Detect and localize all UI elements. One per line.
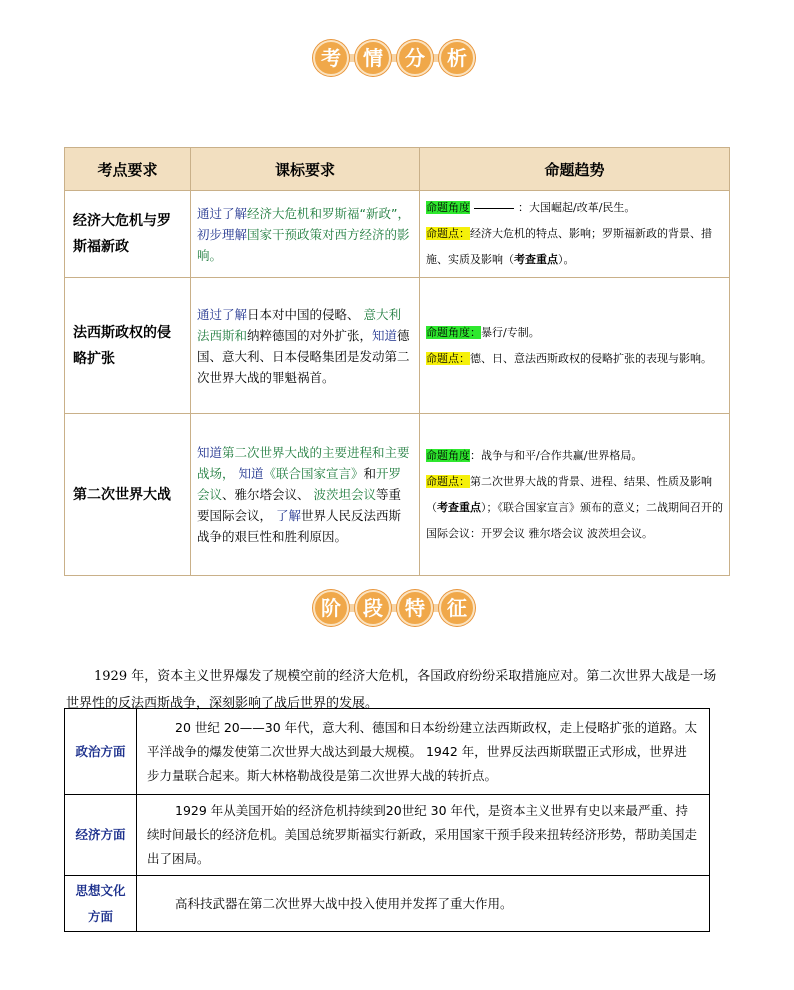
dash-line [474, 208, 514, 209]
point-label: 命题点： [426, 474, 470, 488]
point-emphasis: 考查重点 [514, 253, 558, 266]
curriculum-segment: 国家干预政策对西方经济的影响。 [197, 226, 410, 263]
table-row [65, 876, 710, 932]
curriculum-segment: 开罗会议 [197, 466, 402, 502]
point-emphasis: 考查重点 [437, 500, 481, 514]
curriculum-segment: 通过了解 [197, 306, 248, 322]
header-exam-points: 考点要求 [65, 148, 191, 191]
header-curriculum: 课标要求 [191, 148, 420, 191]
section-banner-features [0, 588, 794, 628]
curriculum-segment: 初步理解 [197, 226, 248, 242]
banner-char: 分 [397, 40, 433, 76]
banner-char: 征 [439, 590, 475, 626]
angle-text: ：大国崛起/改革/民生。 [518, 201, 636, 214]
curriculum-segment: 意大利法西斯和 [197, 306, 402, 343]
curriculum-segment: 知道 [197, 445, 223, 460]
curriculum-segment: 、雅尔塔会议、 [222, 487, 314, 502]
table-header-row [65, 148, 730, 191]
point-text: 德、日、意法西斯政权的侵略扩张的表现与影响。 [470, 351, 712, 365]
point-label: 命题点： [426, 227, 470, 240]
point-label: 命题点： [426, 351, 470, 365]
angle-text: ：战争与和平/合作共赢/世界格局。 [470, 448, 643, 462]
section-banner-analysis [0, 38, 794, 78]
trend-cell [420, 414, 730, 576]
curriculum-segment: 知道 [234, 466, 264, 481]
trend-cell [420, 278, 730, 414]
curriculum-segment: 《联合国家宣言》 [263, 466, 364, 481]
table-row [65, 709, 710, 795]
exam-analysis-table [64, 147, 730, 576]
curriculum-segment: 知道 [372, 327, 398, 343]
row-text-culture: 高科技武器在第二次世界大战中投入使用并发挥了重大作用。 [137, 876, 710, 932]
banner-char: 段 [355, 590, 391, 626]
point-text: 第二次世界大战的背景、进程、结果、性质及影响（ [426, 474, 712, 514]
table-row [65, 795, 710, 876]
angle-label: 命题角度： [426, 325, 481, 339]
row-text-economy: 1929 年从美国开始的经济危机持续到20世纪 30 年代，是资本主义世界有史以来最严重、持续时间最长的经济危机。美国总统罗斯福实行新政，采用国家干预手段来扭转经济形势，帮助美国走出了困局。 [137, 795, 710, 876]
curriculum-segment: 等重要国际会议， [197, 487, 402, 523]
table-row [65, 191, 730, 278]
topic-cell: 法西斯政权的侵略扩张 [65, 278, 191, 414]
table-row [65, 414, 730, 576]
intro-paragraph: 1929 年，资本主义世界爆发了规模空前的经济大危机，各国政府纷纷采取措施应对。第二次世界大战是一场世界性的反法西斯战争，深刻影响了战后世界的发展。 [66, 669, 717, 711]
curriculum-segment: 了解 [272, 508, 301, 523]
banner-char: 考 [313, 40, 349, 76]
curriculum-cell [191, 191, 420, 278]
curriculum-segment: 波茨坦会议 [313, 487, 377, 502]
table-row [65, 278, 730, 414]
curriculum-segment: 日本对中国的侵略、 [247, 306, 364, 322]
topic-cell: 第二次世界大战 [65, 414, 191, 576]
point-end: ）。 [558, 253, 575, 266]
curriculum-cell [191, 278, 420, 414]
row-label-politics: 政治方面 [65, 709, 137, 795]
angle-text: 暴行/专制。 [481, 325, 540, 339]
header-trend: 命题趋势 [420, 148, 730, 191]
angle-label: 命题角度 [426, 448, 470, 462]
row-label-culture: 思想文化方面 [65, 876, 137, 932]
topic-cell: 经济大危机与罗斯福新政 [65, 191, 191, 278]
banner-char: 析 [439, 40, 475, 76]
banner-char: 阶 [313, 590, 349, 626]
point-text: 经济大危机的特点、影响；罗斯福新政的背景、措施、实质及影响（ [426, 227, 712, 266]
curriculum-segment: 经济大危机和罗斯福“新政”， [247, 205, 410, 221]
curriculum-segment: 世界人民反法西斯战争的艰巨性和胜利原因。 [197, 508, 402, 544]
row-text-politics: 20 世纪 20——30 年代，意大利、德国和日本纷纷建立法西斯政权，走上侵略扩张的道路。太平洋战争的爆发使第二次世界大战达到最大规模。 1942 年，世界反法西斯联盟正式形成，世界进步力量联合起来。斯大林格勒战役是第二次世界大战的转折点。 [137, 709, 710, 795]
curriculum-cell [191, 414, 420, 576]
curriculum-segment: 通过了解 [197, 205, 248, 221]
banner-char: 特 [397, 590, 433, 626]
stage-features-table [64, 708, 710, 932]
point-end: ）；《联合国家宣言》颁布的意义；二战期间召开的国际会议：开罗会议 雅尔塔会议 波茨坦会议。 [426, 500, 723, 540]
banner-char: 情 [355, 40, 391, 76]
row-label-economy: 经济方面 [65, 795, 137, 876]
angle-label: 命题角度 [426, 201, 470, 214]
curriculum-segment: 纳粹德国的对外扩张， [247, 327, 373, 343]
curriculum-segment: 和 [363, 466, 377, 481]
curriculum-segment: 第二次世界大战的主要进程和主要战场， [197, 445, 410, 481]
trend-cell [420, 191, 730, 278]
curriculum-segment: 德国、意大利、日本侵略集团是发动第二次世界大战的罪魁祸首。 [197, 327, 410, 385]
